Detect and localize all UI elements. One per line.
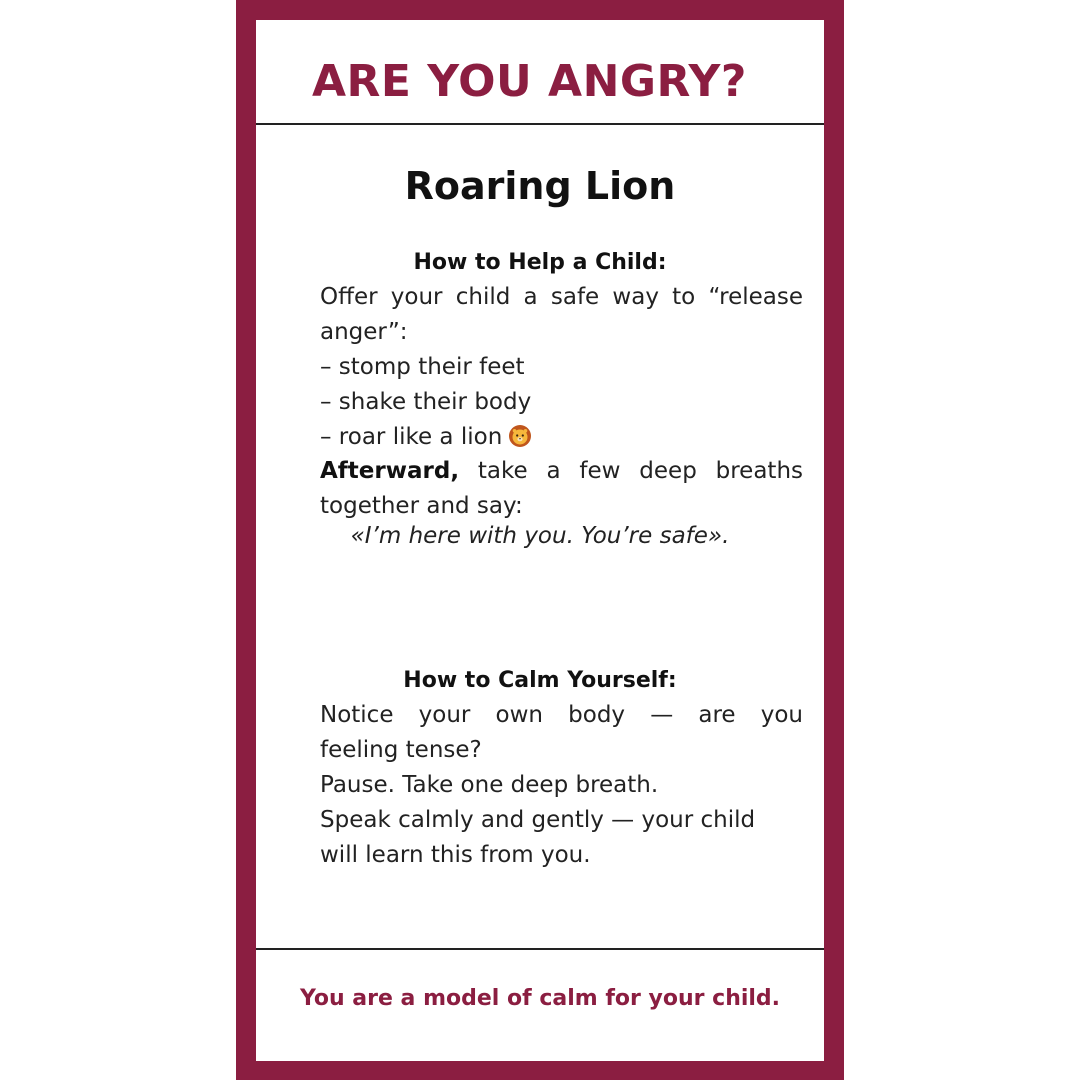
help-intro-line-1: Offer your child a safe way to “release [320, 284, 803, 310]
footer-message: You are a model of calm for your child. [299, 986, 781, 1011]
help-heading: How to Help a Child: [413, 250, 667, 275]
afterward-line-2: together and say: [320, 493, 523, 519]
calm-heading: How to Calm Yourself: [403, 668, 677, 693]
afterward-line-1 [320, 454, 803, 489]
afterward-rest: take a few deep breaths [459, 458, 803, 484]
page-title: ARE YOU ANGRY? [312, 56, 747, 107]
calm-line-3: Pause. Take one deep breath. [320, 772, 659, 798]
help-instructions [320, 280, 803, 455]
calm-line-1: Notice your own body — are you [320, 702, 803, 728]
help-item-shake: – shake their body [320, 389, 532, 415]
card-frame [236, 0, 844, 1080]
help-item-roar-row [320, 420, 803, 455]
calm-line-5: will learn this from you. [320, 842, 591, 868]
card-header [256, 20, 824, 125]
calm-line-2: feeling tense? [320, 737, 482, 763]
reassurance-quote: «I’m here with you. You’re safe». [350, 523, 730, 549]
card-body [256, 20, 824, 1061]
help-item-stomp: – stomp their feet [320, 354, 525, 380]
lion-face-icon [508, 424, 532, 448]
help-intro-line-2: anger”: [320, 319, 408, 345]
calm-instructions [320, 698, 803, 873]
afterward-text [320, 454, 803, 524]
calm-line-4: Speak calmly and gently — your child [320, 807, 756, 833]
section-title: Roaring Lion [404, 164, 676, 208]
afterward-lead: Afterward, [320, 458, 460, 484]
card-footer [256, 948, 824, 1063]
help-item-roar: – roar like a lion [320, 424, 503, 450]
